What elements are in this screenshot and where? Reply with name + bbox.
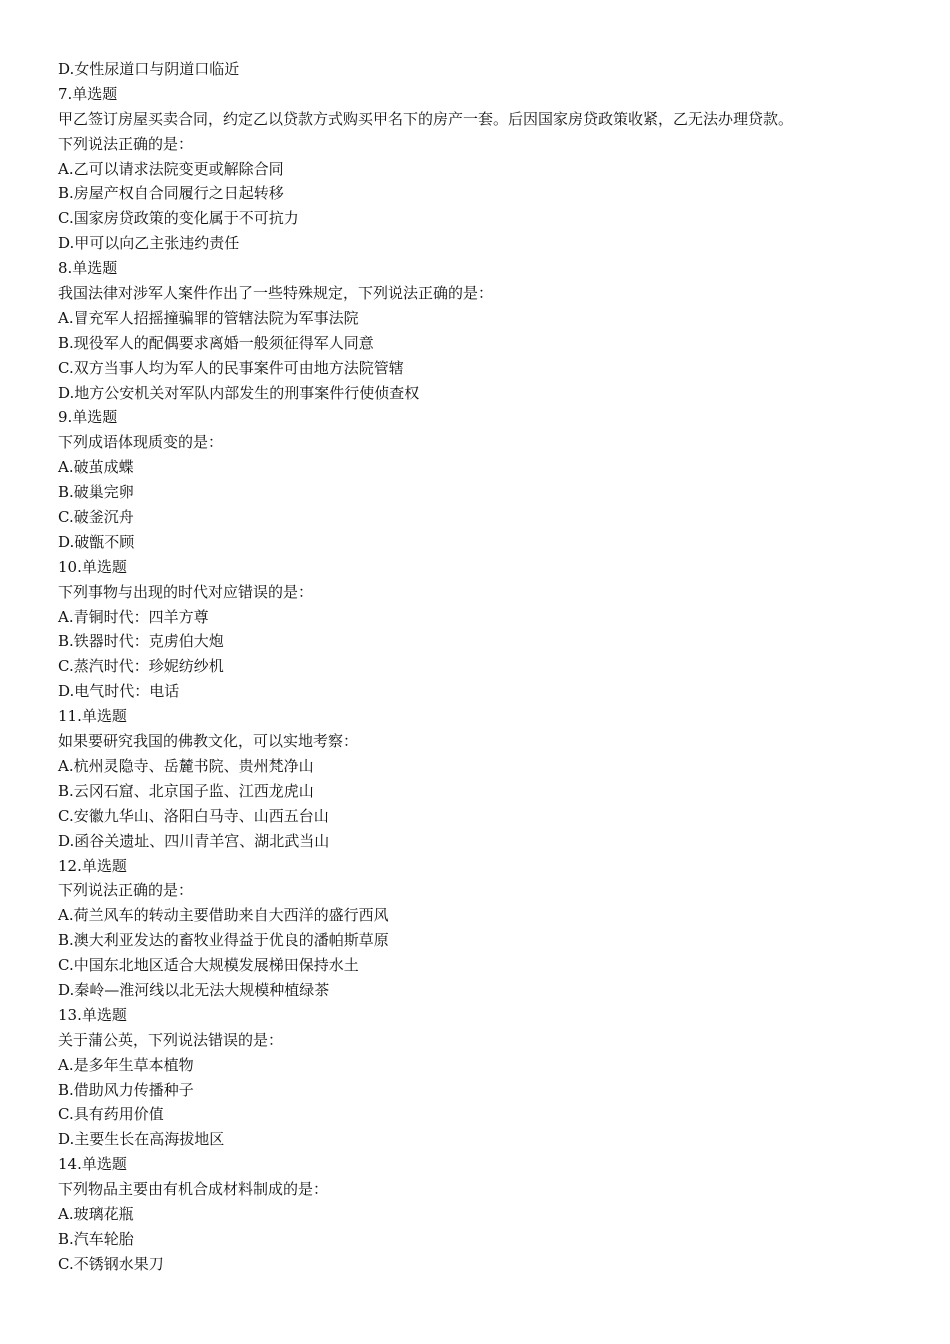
answer-option: A.荷兰风车的转动主要借助来自大西洋的盛行西风 bbox=[58, 906, 389, 925]
question-stem: 关于蒲公英，下列说法错误的是： bbox=[58, 1030, 284, 1049]
answer-option: A.青铜时代：四羊方尊 bbox=[58, 607, 209, 626]
question-list bbox=[58, 82, 938, 1277]
answer-option: A.是多年生草本植物 bbox=[58, 1055, 194, 1074]
question-heading: 7.单选题 bbox=[58, 84, 118, 103]
question-block bbox=[58, 1152, 938, 1276]
question-heading: 14.单选题 bbox=[58, 1155, 127, 1174]
question-heading: 8.单选题 bbox=[58, 259, 118, 278]
question-stem: 下列事物与出现的时代对应错误的是： bbox=[58, 582, 314, 601]
answer-option: A.杭州灵隐寺、岳麓书院、贵州梵净山 bbox=[58, 756, 314, 775]
answer-option: B.破巢完卵 bbox=[58, 483, 134, 502]
answer-option: B.铁器时代：克虏伯大炮 bbox=[58, 632, 224, 651]
answer-option: B.房屋产权自合同履行之日起转移 bbox=[58, 184, 284, 203]
question-block bbox=[58, 405, 938, 554]
answer-option: A.破茧成蝶 bbox=[58, 458, 134, 477]
answer-option: C.不锈钢水果刀 bbox=[58, 1254, 164, 1273]
question-stem: 我国法律对涉军人案件作出了一些特殊规定，下列说法正确的是： bbox=[58, 284, 494, 303]
answer-option: D.函谷关遗址、四川青羊宫、湖北武当山 bbox=[58, 831, 330, 850]
question-block bbox=[58, 704, 938, 853]
answer-option: C.安徽九华山、洛阳白马寺、山西五台山 bbox=[58, 806, 329, 825]
answer-option: C.具有药用价值 bbox=[58, 1105, 164, 1124]
answer-option: A.冒充军人招摇撞骗罪的管辖法院为军事法院 bbox=[58, 308, 359, 327]
answer-option: D.主要生长在高海拔地区 bbox=[58, 1130, 225, 1149]
question-block bbox=[58, 82, 938, 256]
answer-option: D.秦岭—淮河线以北无法大规模种植绿茶 bbox=[58, 980, 330, 999]
question-stem: 甲乙签订房屋买卖合同，约定乙以贷款方式购买甲名下的房产一套。后因国家房贷政策收紧，乙无法办理贷款。 bbox=[58, 109, 794, 128]
answer-option: B.澳大利亚发达的畜牧业得益于优良的潘帕斯草原 bbox=[58, 931, 389, 950]
question-heading: 10.单选题 bbox=[58, 557, 127, 576]
question-stem: 下列说法正确的是： bbox=[58, 881, 194, 900]
question-block bbox=[58, 555, 938, 704]
question-block bbox=[58, 256, 938, 405]
question-heading: 12.单选题 bbox=[58, 856, 127, 875]
answer-option: A.玻璃花瓶 bbox=[58, 1204, 134, 1223]
answer-option: A.乙可以请求法院变更或解除合同 bbox=[58, 159, 284, 178]
answer-option: B.现役军人的配偶要求离婚一般须征得军人同意 bbox=[58, 333, 374, 352]
answer-option: D.甲可以向乙主张违约责任 bbox=[58, 234, 240, 253]
answer-option: C.蒸汽时代：珍妮纺纱机 bbox=[58, 657, 224, 676]
question-stem: 如果要研究我国的佛教文化，可以实地考察： bbox=[58, 732, 359, 751]
answer-option: D.破甑不顾 bbox=[58, 532, 135, 551]
document-page bbox=[58, 57, 938, 1277]
answer-option: B.云冈石窟、北京国子监、江西龙虎山 bbox=[58, 781, 314, 800]
answer-option: C.破釜沉舟 bbox=[58, 508, 134, 527]
answer-option: B.借助风力传播种子 bbox=[58, 1080, 194, 1099]
answer-option: C.国家房贷政策的变化属于不可抗力 bbox=[58, 209, 299, 228]
question-block bbox=[58, 1003, 938, 1152]
answer-option: C.双方当事人均为军人的民事案件可由地方法院管辖 bbox=[58, 358, 404, 377]
question-block bbox=[58, 854, 938, 1003]
question-heading: 11.单选题 bbox=[58, 707, 127, 726]
answer-option: B.汽车轮胎 bbox=[58, 1229, 134, 1248]
question-stem: 下列说法正确的是： bbox=[58, 134, 194, 153]
question-heading: 9.单选题 bbox=[58, 408, 118, 427]
answer-option: C.中国东北地区适合大规模发展梯田保持水土 bbox=[58, 956, 359, 975]
question-heading: 13.单选题 bbox=[58, 1005, 127, 1024]
question-stem: 下列物品主要由有机合成材料制成的是： bbox=[58, 1180, 329, 1199]
answer-option: D.地方公安机关对军队内部发生的刑事案件行使侦查权 bbox=[58, 383, 420, 402]
answer-option: D.电气时代：电话 bbox=[58, 682, 180, 701]
question-stem: 下列成语体现质变的是： bbox=[58, 433, 224, 452]
lead-option: D.女性尿道口与阴道口临近 bbox=[58, 60, 240, 78]
